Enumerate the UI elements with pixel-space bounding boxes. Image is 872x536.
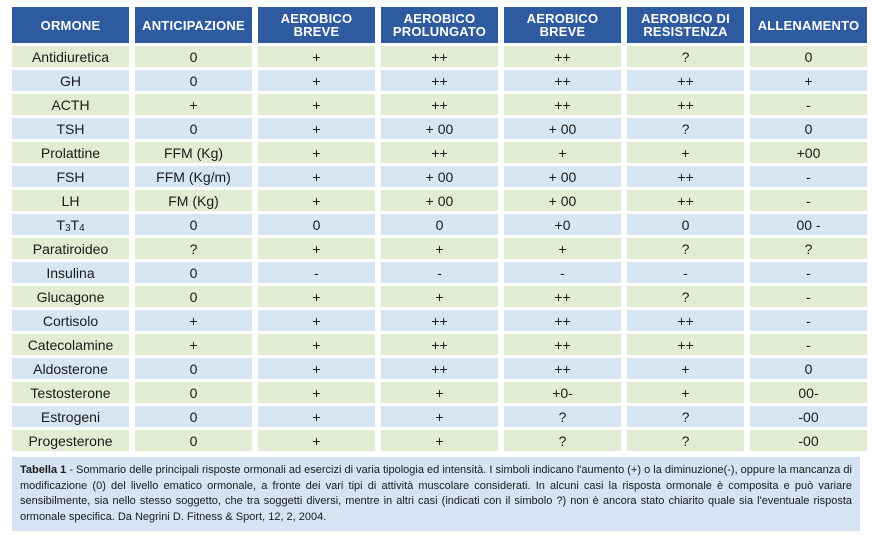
- cell-aerobico-prolungato: +: [381, 406, 498, 427]
- cell-anticipazione: FFM (Kg/m): [135, 166, 252, 187]
- cell-aerobico-resistenza: ++: [627, 70, 744, 91]
- cell-anticipazione: 0: [135, 358, 252, 379]
- cell-aerobico-resistenza: ++: [627, 94, 744, 115]
- cell-ormone: FSH: [12, 166, 129, 187]
- cell-aerobico-breve: +: [258, 190, 375, 211]
- header-aerobico-breve: AEROBICO BREVE: [258, 7, 375, 43]
- cell-anticipazione: +: [135, 94, 252, 115]
- cell-aerobico-prolungato: ++: [381, 334, 498, 355]
- cell-aerobico-prolungato: -: [381, 262, 498, 283]
- cell-ormone: GH: [12, 70, 129, 91]
- cell-ormone: Progesterone: [12, 430, 129, 451]
- cell-ormone: Testosterone: [12, 382, 129, 403]
- cell-aerobico-breve-2: +0: [504, 214, 621, 235]
- cell-anticipazione: ?: [135, 238, 252, 259]
- cell-aerobico-breve: 0: [258, 214, 375, 235]
- cell-ormone: T 3 T 4: [12, 214, 129, 235]
- cell-aerobico-resistenza: -: [627, 262, 744, 283]
- cell-allenamento: 00 -: [750, 214, 867, 235]
- cell-anticipazione: +: [135, 334, 252, 355]
- cell-aerobico-breve: +: [258, 286, 375, 307]
- cell-allenamento: ?: [750, 238, 867, 259]
- cell-aerobico-resistenza: ?: [627, 286, 744, 307]
- header-anticipazione: ANTICIPAZIONE: [135, 7, 252, 43]
- cell-aerobico-prolungato: ++: [381, 358, 498, 379]
- cell-allenamento: -00: [750, 406, 867, 427]
- cell-allenamento: -: [750, 310, 867, 331]
- cell-aerobico-resistenza: ++: [627, 310, 744, 331]
- cell-aerobico-breve: +: [258, 142, 375, 163]
- cell-aerobico-breve: +: [258, 430, 375, 451]
- caption-text: - Sommario delle principali risposte ormonali ad esercizi di varia tipologia ed intensità. I simboli indicano l'aumento (+) o la diminuzione(-), oppure la mancanza di modificazione (0) del livello ematico ormonale, a fronte dei vari tipi di attività muscolare considerati. In alcuni casi la risposta ormonale è composita e può variare sensibilmente, sia nello stesso soggetto, che tra soggetti diversi, mentre in altri casi (indicati con il simbolo ?) non è ancora stato chiarito quale sia l'eventuale risposta ormonale specifica. Da Negrini D. Fitness & Sport, 12, 2, 2004.: [20, 464, 852, 523]
- cell-anticipazione: 0: [135, 430, 252, 451]
- cell-allenamento: -: [750, 286, 867, 307]
- cell-anticipazione: +: [135, 310, 252, 331]
- cell-aerobico-breve: +: [258, 406, 375, 427]
- cell-aerobico-prolungato: ++: [381, 142, 498, 163]
- cell-anticipazione: 0: [135, 70, 252, 91]
- cell-aerobico-breve: +: [258, 46, 375, 67]
- cell-aerobico-prolungato: +: [381, 382, 498, 403]
- cell-aerobico-resistenza: ?: [627, 238, 744, 259]
- cell-aerobico-prolungato: +: [381, 238, 498, 259]
- cell-ormone: Estrogeni: [12, 406, 129, 427]
- cell-aerobico-resistenza: 0: [627, 214, 744, 235]
- cell-allenamento: 0: [750, 358, 867, 379]
- cell-anticipazione: 0: [135, 118, 252, 139]
- cell-aerobico-prolungato: +: [381, 286, 498, 307]
- cell-aerobico-prolungato: ++: [381, 70, 498, 91]
- caption-label: Tabella 1: [20, 464, 67, 476]
- cell-anticipazione: FFM (Kg): [135, 142, 252, 163]
- cell-allenamento: +00: [750, 142, 867, 163]
- cell-aerobico-breve-2: ++: [504, 358, 621, 379]
- cell-aerobico-resistenza: +: [627, 382, 744, 403]
- cell-anticipazione: 0: [135, 214, 252, 235]
- cell-allenamento: 0: [750, 118, 867, 139]
- cell-allenamento: +: [750, 70, 867, 91]
- cell-ormone: LH: [12, 190, 129, 211]
- cell-aerobico-breve-2: ++: [504, 286, 621, 307]
- cell-aerobico-breve-2: ++: [504, 70, 621, 91]
- cell-allenamento: 0: [750, 46, 867, 67]
- header-aerobico-breve-2: AEROBICO BREVE: [504, 7, 621, 43]
- cell-aerobico-breve: +: [258, 94, 375, 115]
- cell-aerobico-resistenza: ++: [627, 334, 744, 355]
- cell-aerobico-resistenza: +: [627, 358, 744, 379]
- cell-aerobico-breve-2: ++: [504, 46, 621, 67]
- cell-aerobico-breve-2: -: [504, 262, 621, 283]
- cell-allenamento: -00: [750, 430, 867, 451]
- cell-aerobico-prolungato: ++: [381, 310, 498, 331]
- cell-aerobico-breve-2: ++: [504, 310, 621, 331]
- cell-aerobico-prolungato: + 00: [381, 118, 498, 139]
- cell-anticipazione: 0: [135, 262, 252, 283]
- cell-allenamento: -: [750, 334, 867, 355]
- cell-aerobico-breve: +: [258, 334, 375, 355]
- cell-aerobico-breve-2: ++: [504, 334, 621, 355]
- cell-anticipazione: 0: [135, 382, 252, 403]
- header-ormone: ORMONE: [12, 7, 129, 43]
- cell-ormone: Cortisolo: [12, 310, 129, 331]
- cell-aerobico-breve: +: [258, 118, 375, 139]
- cell-aerobico-prolungato: +: [381, 430, 498, 451]
- cell-aerobico-breve: +: [258, 310, 375, 331]
- cell-anticipazione: 0: [135, 406, 252, 427]
- cell-aerobico-resistenza: +: [627, 142, 744, 163]
- cell-aerobico-resistenza: ?: [627, 118, 744, 139]
- cell-aerobico-breve: +: [258, 238, 375, 259]
- cell-aerobico-prolungato: 0: [381, 214, 498, 235]
- cell-ormone: Glucagone: [12, 286, 129, 307]
- cell-aerobico-breve-2: ++: [504, 94, 621, 115]
- cell-allenamento: -: [750, 262, 867, 283]
- cell-ormone: Prolattine: [12, 142, 129, 163]
- cell-allenamento: -: [750, 94, 867, 115]
- cell-aerobico-breve-2: ?: [504, 430, 621, 451]
- cell-anticipazione: 0: [135, 286, 252, 307]
- cell-aerobico-prolungato: + 00: [381, 190, 498, 211]
- table-caption: [12, 457, 860, 531]
- cell-aerobico-breve: -: [258, 262, 375, 283]
- cell-aerobico-prolungato: ++: [381, 46, 498, 67]
- cell-aerobico-breve-2: +: [504, 238, 621, 259]
- cell-aerobico-resistenza: ?: [627, 406, 744, 427]
- cell-aerobico-resistenza: ++: [627, 190, 744, 211]
- cell-aerobico-breve: +: [258, 382, 375, 403]
- cell-anticipazione: 0: [135, 46, 252, 67]
- cell-aerobico-breve: +: [258, 358, 375, 379]
- header-allenamento: ALLENAMENTO: [750, 7, 867, 43]
- cell-ormone: Aldosterone: [12, 358, 129, 379]
- cell-aerobico-prolungato: + 00: [381, 166, 498, 187]
- cell-aerobico-breve-2: +: [504, 142, 621, 163]
- cell-aerobico-breve-2: + 00: [504, 190, 621, 211]
- cell-aerobico-resistenza: ?: [627, 430, 744, 451]
- cell-allenamento: -: [750, 190, 867, 211]
- cell-ormone: ACTH: [12, 94, 129, 115]
- cell-aerobico-breve-2: ?: [504, 406, 621, 427]
- cell-allenamento: -: [750, 166, 867, 187]
- cell-allenamento: 00-: [750, 382, 867, 403]
- cell-aerobico-breve: +: [258, 70, 375, 91]
- header-aerobico-prolungato: AEROBICO PROLUNGATO: [381, 7, 498, 43]
- cell-aerobico-prolungato: ++: [381, 94, 498, 115]
- hormone-response-table: [12, 7, 867, 454]
- cell-aerobico-breve-2: +0-: [504, 382, 621, 403]
- cell-ormone: Catecolamine: [12, 334, 129, 355]
- cell-ormone: Insulina: [12, 262, 129, 283]
- cell-aerobico-breve: +: [258, 166, 375, 187]
- cell-aerobico-resistenza: ?: [627, 46, 744, 67]
- cell-ormone: Paratiroideo: [12, 238, 129, 259]
- header-aerobico-resistenza: AEROBICO DI RESISTENZA: [627, 7, 744, 43]
- cell-ormone: TSH: [12, 118, 129, 139]
- cell-ormone: Antidiuretica: [12, 46, 129, 67]
- cell-aerobico-breve-2: + 00: [504, 118, 621, 139]
- cell-aerobico-resistenza: ++: [627, 166, 744, 187]
- cell-aerobico-breve-2: + 00: [504, 166, 621, 187]
- cell-anticipazione: FM (Kg): [135, 190, 252, 211]
